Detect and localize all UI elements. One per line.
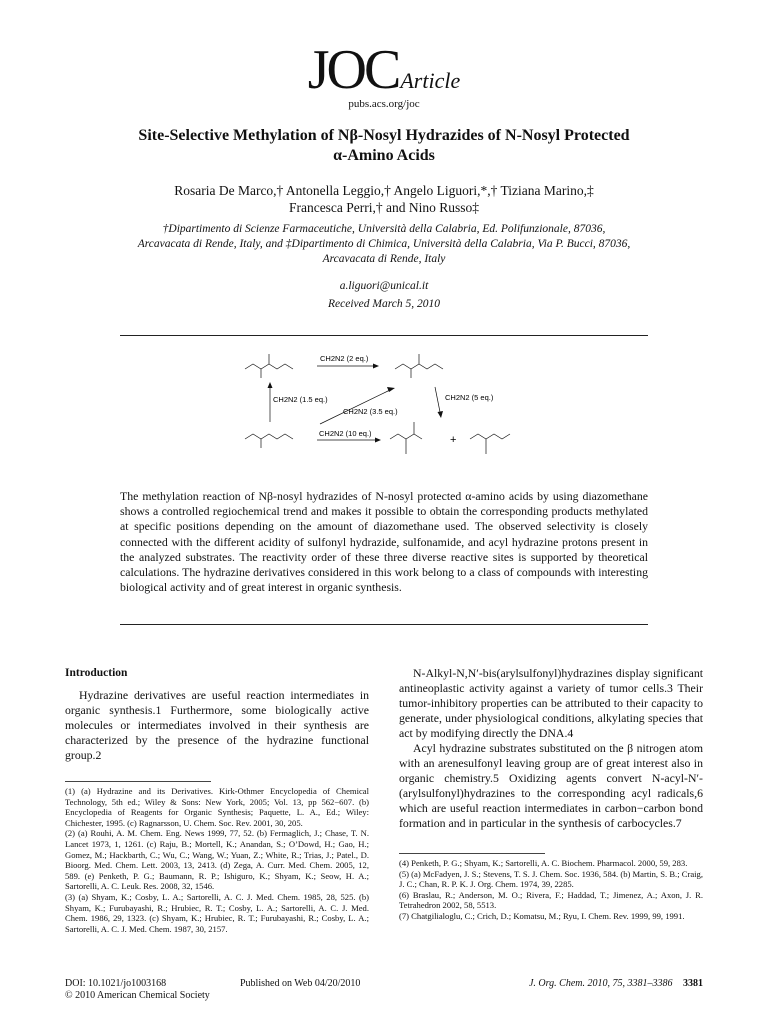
affiliation-line-3: Arcavacata di Rende, Italy [322, 253, 446, 265]
affiliation-line-1: †Dipartimento di Scienze Farmaceutiche, Università della Calabria, Ed. Polifunzionale, 87036, [162, 223, 606, 235]
footnote-7: (7) Chatgilialoglu, C.; Crich, D.; Komatsu, M.; Ryu, I. Chem. Rev. 1999, 99, 1991. [399, 910, 685, 921]
reaction-scheme [225, 342, 545, 477]
structure-top-right [395, 364, 443, 369]
footnote-3: (3) (a) Shyam, K.; Cosby, L. A.; Sartorelli, A. C. J. Med. Chem. 1985, 28, 525. (b) Shyam, K.; Furubayashi, R.; Hrubiec, R. T.; Cosby, L. A.; Sartorelli, A. C. J. Med. Chem. 1986, 29, 1323. (c) Shyam, K.; Hrubiec, R. T.; Furubayashi, R.; Cosby, L. A.; Sartorelli, A. C. J. Med. Chem. 1987, 30, 2157. [65, 891, 369, 934]
journal-logo-text: JOC [307, 39, 399, 101]
right-paragraph-2: Acyl hydrazine substrates substituted on the β nitrogen atom with an arenesulfonyl leaving group are of great interest also in organic chemistry.5 Oxidizing agents convert N-acyl-N′-(arylsulfonyl)hydrazines to the corresponding acyl radicals,6 which are useful reaction intermediates in carbon−carbon bond formation and in particular in the synthesis of carbocycles.7 [399, 741, 703, 830]
article-title [80, 126, 688, 166]
footnote-4: (4) Penketh, P. G.; Shyam, K.; Sartorelli, A. C. Biochem. Pharmacol. 2000, 59, 283. [399, 858, 688, 868]
right-column [399, 666, 703, 922]
author-list [90, 182, 678, 216]
reagent-label-diagonal: CH2N2 (3.5 eq.) [343, 407, 398, 416]
arrow-right [435, 387, 440, 412]
structure-top-left [245, 364, 293, 369]
journal-logo [0, 38, 768, 102]
reagent-label-right: CH2N2 (5 eq.) [445, 393, 494, 402]
title-line-1: Site-Selective Methylation of Nβ-Nosyl Hydrazides of N-Nosyl Protected [138, 127, 630, 144]
doi[interactable]: DOI: 10.1021/jo1003168 [65, 978, 167, 989]
journal-citation: J. Org. Chem. 2010, 75, 3381–3386 [528, 978, 673, 989]
abstract-text: The methylation reaction of Nβ-nosyl hydrazides of N-nosyl protected α-amino acids by using diazomethane shows a controlled regiochemical trend and makes it possible to obtain the corresponding products methylated at specific positions depending on the amount of diazomethane used. The observed selectivity is closely connected with the different acidity of sulfonyl hydrazide, sulfonamide, and acyl hydrazine protons present in the analyzed substrates. The reactivity order of these three diverse reactive sites is supported by theoretical calculations. The hydrazine derivatives considered in this work belong to a class of compounds with interesting biological activity and of great interest in organic synthesis. [120, 489, 648, 595]
footer-right [495, 978, 703, 989]
page-number: 3381 [683, 978, 703, 989]
right-paragraph-1: N-Alkyl-N,N′-bis(arylsulfonyl)hydrazines display significant antineoplastic activity against a variety of tumor cells.3 Their tumor-inhibitory properties can be attributed to their capacity to generate, under physiological conditions, alkylating species that act by modifying directly the DNA.4 [399, 666, 703, 740]
authors-line-1: Rosaria De Marco,† Antonella Leggio,† Angelo Liguori,*,† Tiziana Marino,‡ [174, 183, 594, 198]
structure-bottom-middle [390, 434, 422, 439]
footnote-6: (6) Braslau, R.; Anderson, M. O.; Rivera, F.; Haddad, T.; Jimenez, A.; Axon, J. R. Tetrahedron 2002, 58, 5513. [399, 889, 703, 911]
title-line-2: α-Amino Acids [333, 147, 435, 164]
footnote-2: (2) (a) Rouhi, A. M. Chem. Eng. News 1999, 77, 52. (b) Fermaglich, J.; Chase, T. N. Lancet 1973, 1, 1261. (c) Raju, B.; Mortell, K.; Anandan, S.; O’Dowd, H.; Gao, H.; Gomez, M.; Hackbarth, C.; Wu, C.; Wang, W.; Yuan, Z.; White, R.; Trias, J.; Patel., D. Bioorg. Med. Chem. Lett. 2003, 13, 2413. (d) Zega, A. Curr. Med. Chem. 2005, 12, 589. (e) Penketh, P. G.; Baumann, R. P.; Ishiguro, K.; Shyam, K.; Seow, H. A.; Sartorelli, A. C. Leuk. Res. 2008, 32, 1546. [65, 828, 369, 892]
received-date: Received March 5, 2010 [328, 298, 440, 310]
journal-url[interactable]: pubs.acs.org/joc [348, 98, 420, 110]
affiliation-line-2: Arcavacata di Rende, Italy, and ‡Dipartimento di Chimica, Università della Calabria, Via P. Bucci, 87036, [137, 238, 631, 250]
intro-paragraph-1: Hydrazine derivatives are useful reaction intermediates in organic synthesis.1 Furthermore, some biologically active molecules or intermediates involved in their synthesis are characterized by the presence of the hydrazine functional group.2 [65, 688, 369, 762]
plus-sign: + [450, 434, 457, 446]
affiliations [60, 222, 708, 267]
footnote-5: (5) (a) McFadyen, J. S.; Stevens, T. S. J. Chem. Soc. 1936, 584. (b) Martin, S. B.; Craig, J. C.; Chan, R. P. K. J. Org. Chem. 1974, 39, 2285. [399, 868, 703, 890]
footnote-rule-right [399, 853, 545, 854]
authors-line-2: Francesca Perri,† and Nino Russo‡ [288, 200, 480, 215]
published-date: Published on Web 04/20/2010 [240, 978, 361, 989]
reagent-label-top: CH2N2 (2 eq.) [320, 354, 369, 363]
copyright: © 2010 American Chemical Society [65, 990, 210, 1001]
abstract-bottom-rule [120, 624, 648, 625]
reagent-label-bottom: CH2N2 (10 eq.) [319, 429, 372, 438]
article-label: Article [400, 68, 461, 93]
abstract-top-rule [120, 335, 648, 336]
structure-bottom-left [245, 434, 293, 439]
footnote-1: (1) (a) Hydrazine and its Derivatives. Kirk-Othmer Encyclopedia of Chemical Technology, 5th ed.; Wiley & Sons: New York, 2005; Vol. 13, pp 562−607. (b) Encyclopedia of Reagents for Organic Synthesis; Paquette, L. A., Ed.; Wiley: Chichester, 1995. (c) Ragnarsson, U. Chem. Soc. Rev. 2001, 30, 205. [65, 786, 369, 828]
left-column [65, 666, 369, 934]
structure-bottom-right [470, 434, 510, 439]
reagent-label-left: CH2N2 (1.5 eq.) [273, 395, 328, 404]
corresponding-email[interactable]: a.liguori@unical.it [339, 280, 429, 292]
footnote-rule-left [65, 781, 211, 782]
section-heading-introduction: Introduction [65, 667, 128, 679]
